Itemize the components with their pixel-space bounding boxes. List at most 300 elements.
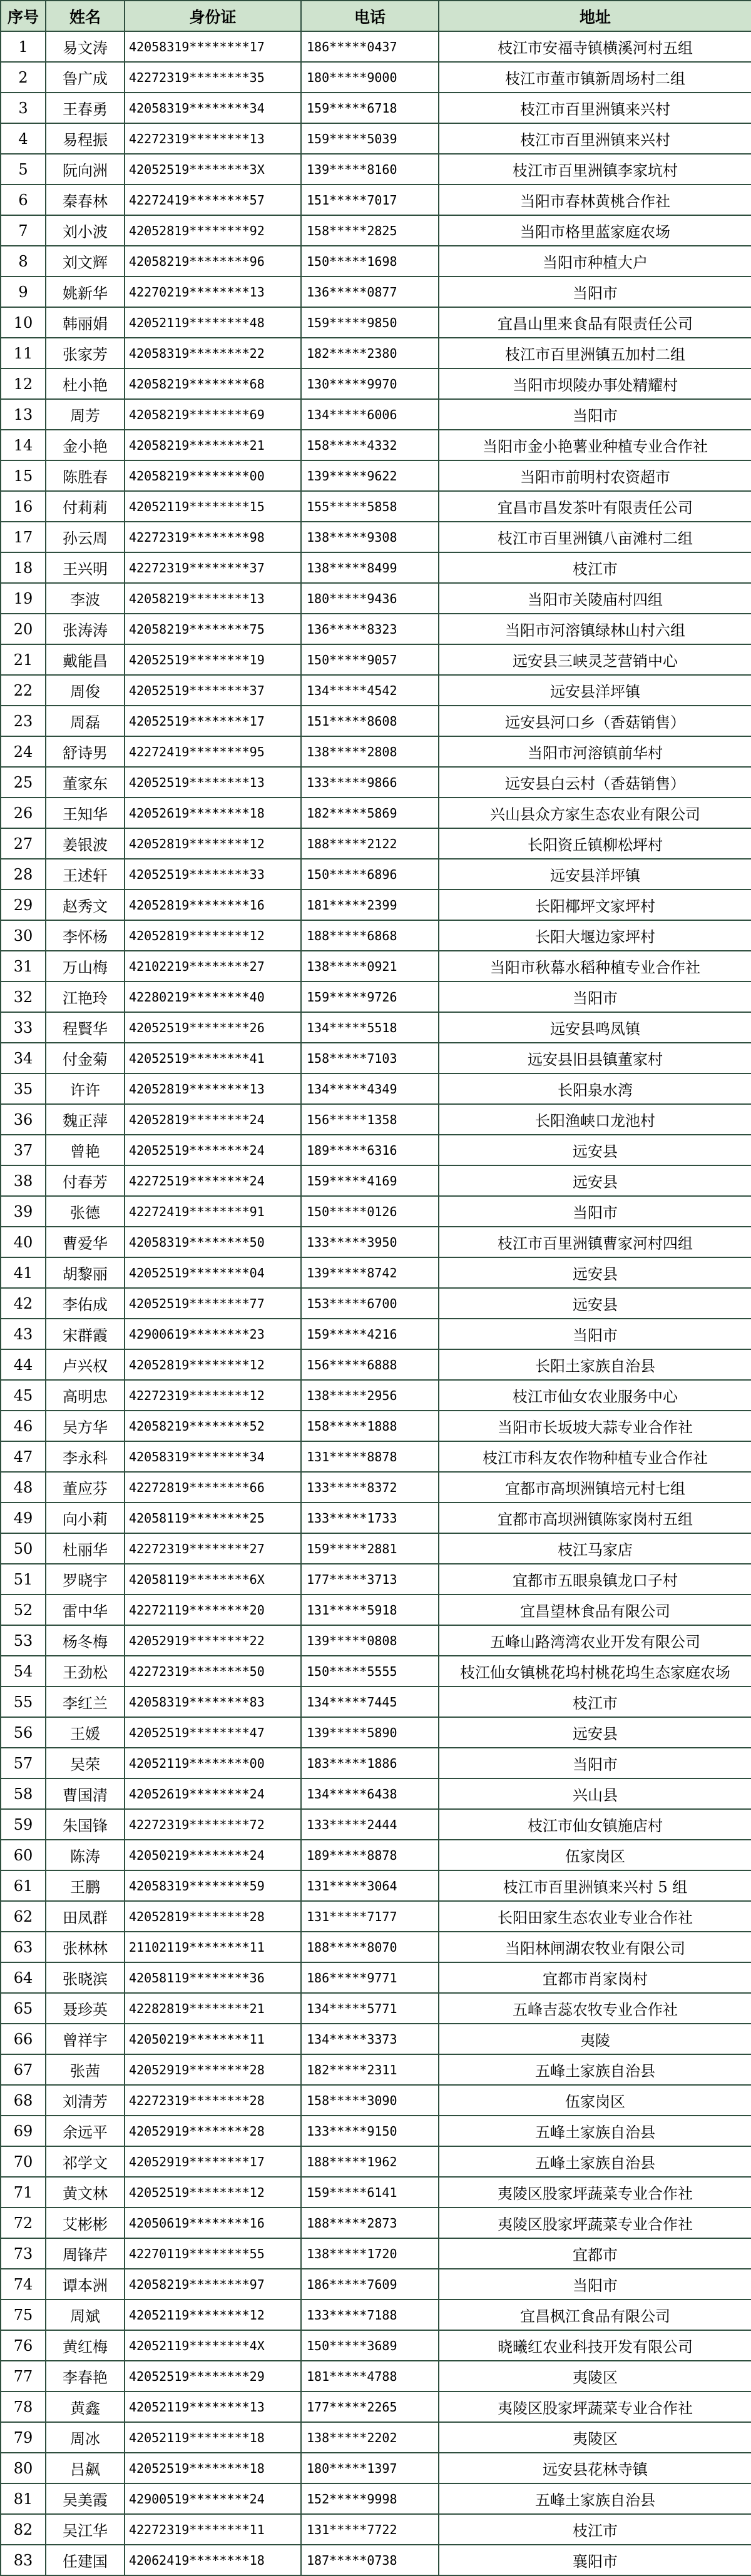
- cell-index: 42: [1, 1288, 46, 1319]
- cell-id-card: 42052519********13: [125, 767, 301, 798]
- cell-phone: 159*****4216: [301, 1319, 439, 1349]
- cell-name: 陈胜春: [46, 460, 125, 491]
- cell-name: 王述轩: [46, 859, 125, 890]
- cell-id-card: 42050619********16: [125, 2208, 301, 2238]
- cell-address: 枝江市: [439, 1686, 751, 1717]
- cell-address: 兴山县: [439, 1778, 751, 1809]
- cell-address: 长阳土家族自治县: [439, 1349, 751, 1380]
- cell-address: 远安县鸣凤镇: [439, 1012, 751, 1043]
- cell-index: 18: [1, 552, 46, 583]
- cell-name: 许许: [46, 1073, 125, 1104]
- cell-id-card: 42052619********24: [125, 1778, 301, 1809]
- table-row: [1, 1257, 751, 1288]
- cell-id-card: 42272319********28: [125, 2085, 301, 2116]
- table-row: [1, 1840, 751, 1870]
- cell-address: 宜都市高坝洲镇陈家岗村五组: [439, 1503, 751, 1533]
- cell-name: 胡黎丽: [46, 1257, 125, 1288]
- cell-address: 宜都市: [439, 2238, 751, 2269]
- cell-index: 37: [1, 1135, 46, 1165]
- cell-address: 当阳市: [439, 399, 751, 430]
- cell-phone: 133*****7188: [301, 2300, 439, 2330]
- cell-index: 51: [1, 1564, 46, 1595]
- table-row: [1, 1932, 751, 1962]
- table-row: [1, 522, 751, 552]
- cell-name: 杜小艳: [46, 368, 125, 399]
- cell-index: 50: [1, 1533, 46, 1564]
- cell-phone: 138*****2808: [301, 736, 439, 767]
- cell-phone: 156*****1358: [301, 1104, 439, 1135]
- header-id-card: 身份证: [125, 1, 301, 31]
- cell-phone: 155*****5858: [301, 491, 439, 522]
- cell-index: 41: [1, 1257, 46, 1288]
- cell-id-card: 21102119********11: [125, 1932, 301, 1962]
- cell-index: 14: [1, 430, 46, 460]
- cell-id-card: 42052919********17: [125, 2146, 301, 2177]
- cell-id-card: 42052119********13: [125, 2391, 301, 2422]
- cell-phone: 159*****9726: [301, 981, 439, 1012]
- cell-phone: 133*****8372: [301, 1472, 439, 1503]
- cell-name: 付金菊: [46, 1043, 125, 1073]
- cell-phone: 139*****5890: [301, 1717, 439, 1748]
- cell-phone: 153*****6700: [301, 1288, 439, 1319]
- cell-phone: 133*****9150: [301, 2116, 439, 2146]
- cell-id-card: 42062419********18: [125, 2545, 301, 2575]
- cell-name: 聂珍英: [46, 1993, 125, 2024]
- cell-phone: 159*****4169: [301, 1165, 439, 1196]
- table-row: [1, 736, 751, 767]
- cell-index: 9: [1, 276, 46, 307]
- table-row: [1, 1165, 751, 1196]
- cell-name: 王鹏: [46, 1870, 125, 1901]
- cell-phone: 159*****2881: [301, 1533, 439, 1564]
- cell-phone: 151*****8608: [301, 706, 439, 736]
- cell-phone: 138*****0921: [301, 951, 439, 981]
- cell-index: 60: [1, 1840, 46, 1870]
- cell-id-card: 42052519********33: [125, 859, 301, 890]
- cell-phone: 150*****3689: [301, 2330, 439, 2361]
- table-row: [1, 307, 751, 338]
- cell-name: 张涛涛: [46, 614, 125, 644]
- cell-address: 当阳市关陵庙村四组: [439, 583, 751, 614]
- cell-id-card: 42052519********3X: [125, 154, 301, 185]
- table-row: [1, 981, 751, 1012]
- cell-address: 当阳市: [439, 981, 751, 1012]
- cell-address: 远安县: [439, 1135, 751, 1165]
- cell-name: 戴能昌: [46, 644, 125, 675]
- table-row: [1, 276, 751, 307]
- table-row: [1, 1656, 751, 1686]
- cell-address: 宜昌山里来食品有限责任公司: [439, 307, 751, 338]
- cell-index: 68: [1, 2085, 46, 2116]
- cell-phone: 188*****2122: [301, 828, 439, 859]
- cell-index: 64: [1, 1962, 46, 1993]
- cell-address: 当阳市: [439, 1748, 751, 1778]
- cell-address: 枝江市百里洲镇来兴村: [439, 123, 751, 154]
- cell-name: 罗晓宇: [46, 1564, 125, 1595]
- header-phone: 电话: [301, 1, 439, 31]
- cell-id-card: 42272319********50: [125, 1656, 301, 1686]
- table-row: [1, 1564, 751, 1595]
- cell-id-card: 42058319********83: [125, 1686, 301, 1717]
- cell-name: 吴方华: [46, 1411, 125, 1441]
- table-row: [1, 1778, 751, 1809]
- cell-phone: 158*****3090: [301, 2085, 439, 2116]
- cell-address: 五峰土家族自治县: [439, 2116, 751, 2146]
- table-row: [1, 2177, 751, 2208]
- cell-name: 张林林: [46, 1932, 125, 1962]
- cell-id-card: 42272319********37: [125, 552, 301, 583]
- cell-phone: 138*****1720: [301, 2238, 439, 2269]
- cell-address: 远安县河口乡（香菇销售）: [439, 706, 751, 736]
- cell-phone: 150*****6896: [301, 859, 439, 890]
- cell-index: 20: [1, 614, 46, 644]
- cell-name: 李永科: [46, 1441, 125, 1472]
- cell-name: 黄文林: [46, 2177, 125, 2208]
- table-row: [1, 185, 751, 215]
- header-index: 序号: [1, 1, 46, 31]
- table-row: [1, 368, 751, 399]
- cell-phone: 139*****0808: [301, 1625, 439, 1656]
- cell-address: 枝江市百里洲镇李家坑村: [439, 154, 751, 185]
- cell-name: 王劲松: [46, 1656, 125, 1686]
- cell-id-card: 42058219********00: [125, 460, 301, 491]
- cell-id-card: 42272319********11: [125, 2514, 301, 2545]
- cell-address: 当阳市: [439, 2269, 751, 2300]
- cell-index: 83: [1, 2545, 46, 2575]
- cell-address: 宜都市肖家岗村: [439, 1962, 751, 1993]
- cell-phone: 188*****6868: [301, 920, 439, 951]
- table-row: [1, 1349, 751, 1380]
- cell-phone: 134*****6438: [301, 1778, 439, 1809]
- cell-index: 40: [1, 1227, 46, 1257]
- cell-index: 47: [1, 1441, 46, 1472]
- cell-phone: 133*****2444: [301, 1809, 439, 1840]
- cell-phone: 136*****8323: [301, 614, 439, 644]
- table-row: [1, 1625, 751, 1656]
- table-row: [1, 2361, 751, 2391]
- cell-name: 程賢华: [46, 1012, 125, 1043]
- cell-name: 周磊: [46, 706, 125, 736]
- cell-id-card: 42052819********12: [125, 828, 301, 859]
- cell-index: 21: [1, 644, 46, 675]
- cell-name: 吴美霞: [46, 2483, 125, 2514]
- cell-id-card: 42052519********24: [125, 1135, 301, 1165]
- cell-phone: 158*****7103: [301, 1043, 439, 1073]
- cell-id-card: 42058219********96: [125, 246, 301, 276]
- cell-index: 16: [1, 491, 46, 522]
- table-row: [1, 2391, 751, 2422]
- cell-index: 29: [1, 890, 46, 920]
- cell-id-card: 42900619********23: [125, 1319, 301, 1349]
- cell-phone: 150*****9057: [301, 644, 439, 675]
- cell-index: 71: [1, 2177, 46, 2208]
- cell-address: 当阳林闸湖农牧业有限公司: [439, 1932, 751, 1962]
- cell-id-card: 42058319********22: [125, 338, 301, 368]
- table-row: [1, 2238, 751, 2269]
- cell-phone: 134*****4349: [301, 1073, 439, 1104]
- cell-address: 枝江市百里洲镇五加村二组: [439, 338, 751, 368]
- cell-id-card: 42052519********19: [125, 644, 301, 675]
- cell-index: 59: [1, 1809, 46, 1840]
- cell-id-card: 42052119********4X: [125, 2330, 301, 2361]
- cell-name: 李怀杨: [46, 920, 125, 951]
- cell-id-card: 42272519********24: [125, 1165, 301, 1196]
- cell-index: 53: [1, 1625, 46, 1656]
- cell-id-card: 42052519********29: [125, 2361, 301, 2391]
- cell-name: 王媛: [46, 1717, 125, 1748]
- cell-name: 刘小波: [46, 215, 125, 246]
- cell-index: 72: [1, 2208, 46, 2238]
- cell-phone: 138*****9308: [301, 522, 439, 552]
- table-row: [1, 2483, 751, 2514]
- cell-index: 32: [1, 981, 46, 1012]
- cell-name: 曹爱华: [46, 1227, 125, 1257]
- cell-address: 枝江市仙女镇施店村: [439, 1809, 751, 1840]
- cell-name: 万山梅: [46, 951, 125, 981]
- cell-id-card: 42272419********91: [125, 1196, 301, 1227]
- cell-address: 枝江仙女镇桃花坞村桃花坞生态家庭农场: [439, 1656, 751, 1686]
- cell-index: 65: [1, 1993, 46, 2024]
- cell-name: 宋群霞: [46, 1319, 125, 1349]
- cell-index: 30: [1, 920, 46, 951]
- cell-index: 54: [1, 1656, 46, 1686]
- table-row: [1, 1533, 751, 1564]
- cell-address: 枝江市百里洲镇来兴村 5 组: [439, 1870, 751, 1901]
- cell-address: 枝江市百里洲镇八亩滩村二组: [439, 522, 751, 552]
- cell-address: 远安县: [439, 1288, 751, 1319]
- cell-index: 63: [1, 1932, 46, 1962]
- cell-id-card: 42272319********35: [125, 62, 301, 93]
- cell-index: 61: [1, 1870, 46, 1901]
- header-row: [1, 1, 751, 31]
- table-row: [1, 399, 751, 430]
- cell-name: 吴江华: [46, 2514, 125, 2545]
- cell-phone: 138*****8499: [301, 552, 439, 583]
- cell-name: 姚新华: [46, 276, 125, 307]
- cell-name: 艾彬彬: [46, 2208, 125, 2238]
- cell-address: 五峰吉蕊农牧专业合作社: [439, 1993, 751, 2024]
- cell-phone: 131*****7722: [301, 2514, 439, 2545]
- cell-name: 李佑成: [46, 1288, 125, 1319]
- cell-index: 8: [1, 246, 46, 276]
- cell-id-card: 42272419********95: [125, 736, 301, 767]
- table-row: [1, 1748, 751, 1778]
- cell-address: 五峰土家族自治县: [439, 2054, 751, 2085]
- table-row: [1, 644, 751, 675]
- cell-index: 70: [1, 2146, 46, 2177]
- table-row: [1, 62, 751, 93]
- cell-phone: 152*****9998: [301, 2483, 439, 2514]
- cell-index: 33: [1, 1012, 46, 1043]
- cell-index: 48: [1, 1472, 46, 1503]
- table-row: [1, 2085, 751, 2116]
- cell-name: 秦春林: [46, 185, 125, 215]
- cell-name: 祁学文: [46, 2146, 125, 2177]
- table-row: [1, 215, 751, 246]
- cell-id-card: 42272319********13: [125, 123, 301, 154]
- cell-phone: 180*****1397: [301, 2453, 439, 2483]
- cell-id-card: 42052119********15: [125, 491, 301, 522]
- table-row: [1, 920, 751, 951]
- cell-index: 13: [1, 399, 46, 430]
- cell-index: 24: [1, 736, 46, 767]
- cell-address: 枝江市安福寺镇横溪河村五组: [439, 31, 751, 62]
- header-address: 地址: [439, 1, 751, 31]
- cell-index: 52: [1, 1595, 46, 1625]
- cell-index: 78: [1, 2391, 46, 2422]
- cell-index: 69: [1, 2116, 46, 2146]
- cell-index: 2: [1, 62, 46, 93]
- cell-index: 22: [1, 675, 46, 706]
- cell-index: 1: [1, 31, 46, 62]
- cell-id-card: 42272319********12: [125, 1380, 301, 1411]
- cell-address: 当阳市格里蓝家庭农场: [439, 215, 751, 246]
- cell-id-card: 42052519********77: [125, 1288, 301, 1319]
- table-row: [1, 1227, 751, 1257]
- cell-id-card: 42052819********28: [125, 1901, 301, 1932]
- cell-phone: 134*****5518: [301, 1012, 439, 1043]
- table-row: [1, 93, 751, 123]
- cell-index: 49: [1, 1503, 46, 1533]
- table-row: [1, 767, 751, 798]
- cell-address: 宜都市五眼泉镇龙口子村: [439, 1564, 751, 1595]
- cell-phone: 177*****3713: [301, 1564, 439, 1595]
- cell-id-card: 42050219********11: [125, 2024, 301, 2054]
- cell-index: 58: [1, 1778, 46, 1809]
- cell-index: 45: [1, 1380, 46, 1411]
- cell-address: 远安县: [439, 1257, 751, 1288]
- cell-index: 23: [1, 706, 46, 736]
- cell-name: 任建国: [46, 2545, 125, 2575]
- cell-index: 7: [1, 215, 46, 246]
- cell-index: 17: [1, 522, 46, 552]
- cell-name: 金小艳: [46, 430, 125, 460]
- cell-address: 当阳市种植大户: [439, 246, 751, 276]
- table-row: [1, 2545, 751, 2575]
- cell-id-card: 42272319********98: [125, 522, 301, 552]
- cell-index: 62: [1, 1901, 46, 1932]
- cell-address: 夷陵区: [439, 2422, 751, 2453]
- cell-index: 81: [1, 2483, 46, 2514]
- cell-name: 田凤群: [46, 1901, 125, 1932]
- cell-address: 远安县三峡灵芝营销中心: [439, 644, 751, 675]
- cell-id-card: 42052919********28: [125, 2116, 301, 2146]
- cell-address: 长阳渔峡口龙池村: [439, 1104, 751, 1135]
- cell-address: 当阳市河溶镇绿林山村六组: [439, 614, 751, 644]
- cell-name: 王兴明: [46, 552, 125, 583]
- cell-id-card: 42058319********50: [125, 1227, 301, 1257]
- cell-name: 吴荣: [46, 1748, 125, 1778]
- table-row: [1, 2116, 751, 2146]
- table-row: [1, 583, 751, 614]
- cell-name: 王春勇: [46, 93, 125, 123]
- table-row: [1, 1196, 751, 1227]
- cell-address: 远安县白云村（香菇销售）: [439, 767, 751, 798]
- cell-name: 周冰: [46, 2422, 125, 2453]
- cell-index: 39: [1, 1196, 46, 1227]
- cell-name: 李春艳: [46, 2361, 125, 2391]
- cell-phone: 139*****9622: [301, 460, 439, 491]
- table-row: [1, 2146, 751, 2177]
- cell-name: 阮向洲: [46, 154, 125, 185]
- cell-address: 夷陵: [439, 2024, 751, 2054]
- cell-index: 80: [1, 2453, 46, 2483]
- cell-phone: 159*****5039: [301, 123, 439, 154]
- table-row: [1, 1012, 751, 1043]
- cell-id-card: 42052819********24: [125, 1104, 301, 1135]
- cell-name: 周俊: [46, 675, 125, 706]
- table-row: [1, 246, 751, 276]
- cell-name: 陈涛: [46, 1840, 125, 1870]
- cell-name: 黄红梅: [46, 2330, 125, 2361]
- cell-name: 曾祥宇: [46, 2024, 125, 2054]
- cell-phone: 180*****9000: [301, 62, 439, 93]
- cell-id-card: 42052519********41: [125, 1043, 301, 1073]
- table-row: [1, 430, 751, 460]
- cell-phone: 151*****7017: [301, 185, 439, 215]
- table-row: [1, 1962, 751, 1993]
- cell-index: 73: [1, 2238, 46, 2269]
- cell-id-card: 42272419********57: [125, 185, 301, 215]
- table-row: [1, 890, 751, 920]
- cell-id-card: 42270219********13: [125, 276, 301, 307]
- cell-phone: 136*****0877: [301, 276, 439, 307]
- table-row: [1, 1472, 751, 1503]
- cell-name: 吕飙: [46, 2453, 125, 2483]
- cell-phone: 150*****5555: [301, 1656, 439, 1686]
- cell-phone: 182*****2311: [301, 2054, 439, 2085]
- cell-id-card: 42900519********24: [125, 2483, 301, 2514]
- cell-address: 当阳市: [439, 1319, 751, 1349]
- cell-id-card: 42052819********16: [125, 890, 301, 920]
- cell-name: 余远平: [46, 2116, 125, 2146]
- table-row: [1, 1809, 751, 1840]
- cell-phone: 134*****5771: [301, 1993, 439, 2024]
- cell-id-card: 42058119********25: [125, 1503, 301, 1533]
- cell-id-card: 42102219********27: [125, 951, 301, 981]
- table-row: [1, 31, 751, 62]
- cell-index: 44: [1, 1349, 46, 1380]
- cell-index: 19: [1, 583, 46, 614]
- cell-id-card: 42058119********36: [125, 1962, 301, 1993]
- table-row: [1, 2054, 751, 2085]
- cell-id-card: 42052519********04: [125, 1257, 301, 1288]
- cell-phone: 133*****1733: [301, 1503, 439, 1533]
- cell-phone: 188*****8070: [301, 1932, 439, 1962]
- cell-index: 75: [1, 2300, 46, 2330]
- cell-name: 董家东: [46, 767, 125, 798]
- cell-id-card: 42052519********47: [125, 1717, 301, 1748]
- cell-address: 宜昌枫江食品有限公司: [439, 2300, 751, 2330]
- cell-address: 当阳市坝陵办事处精耀村: [439, 368, 751, 399]
- cell-address: 晓曦红农业科技开发有限公司: [439, 2330, 751, 2361]
- cell-name: 高明忠: [46, 1380, 125, 1411]
- cell-index: 56: [1, 1717, 46, 1748]
- table-row: [1, 1595, 751, 1625]
- cell-name: 曹国清: [46, 1778, 125, 1809]
- cell-phone: 131*****7177: [301, 1901, 439, 1932]
- cell-address: 当阳市前明村农资超市: [439, 460, 751, 491]
- cell-phone: 189*****8878: [301, 1840, 439, 1870]
- cell-address: 宜昌市昌发茶叶有限责任公司: [439, 491, 751, 522]
- table-row: [1, 491, 751, 522]
- cell-address: 远安县旧县镇董家村: [439, 1043, 751, 1073]
- cell-address: 远安县: [439, 1165, 751, 1196]
- cell-index: 25: [1, 767, 46, 798]
- cell-index: 28: [1, 859, 46, 890]
- cell-name: 姜银波: [46, 828, 125, 859]
- table-row: [1, 1901, 751, 1932]
